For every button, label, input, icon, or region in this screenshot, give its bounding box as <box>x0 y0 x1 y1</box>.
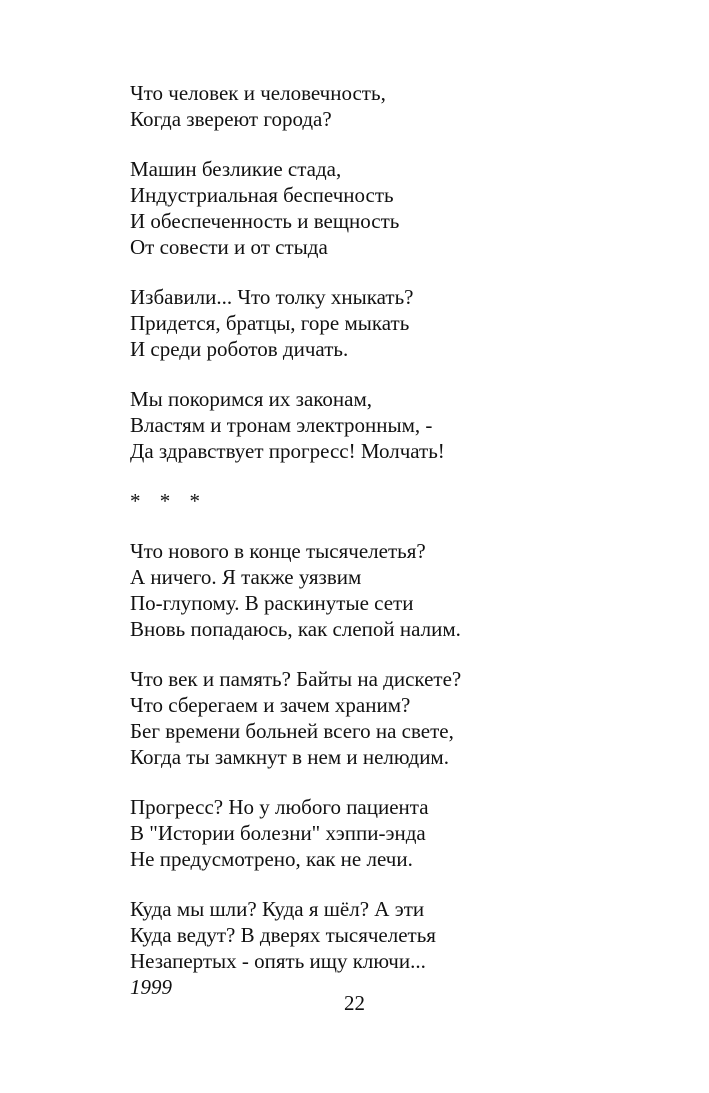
poem-line: Что сберегаем и зачем храним? <box>130 693 411 717</box>
poem-line: И среди роботов дичать. <box>130 337 349 361</box>
poem-line: Что человек и человечность, <box>130 81 386 105</box>
poem-1-stanza-2 <box>130 156 650 260</box>
poem-line: И обеспеченность и вещность <box>130 209 400 233</box>
poem-line: Незапертых - опять ищу ключи... <box>130 949 426 973</box>
poem-page <box>130 80 650 1000</box>
poem-2-stanza-2 <box>130 666 650 770</box>
poem-line: Что нового в конце тысячелетья? <box>130 539 426 563</box>
poem-line: Властям и тронам электронным, - <box>130 413 433 437</box>
poem-date: 1999 <box>130 975 172 999</box>
poem-line: А ничего. Я также уязвим <box>130 565 362 589</box>
poem-line: Да здравствует прогресс! Молчать! <box>130 439 445 463</box>
poem-line: По-глупому. В раскинутые сети <box>130 591 414 615</box>
poem-line: Машин безликие стада, <box>130 157 342 181</box>
poem-1-stanza-3 <box>130 284 650 362</box>
poem-line: Вновь попадаюсь, как слепой налим. <box>130 617 461 641</box>
poem-line: Придется, братцы, горе мыкать <box>130 311 410 335</box>
poem-1-stanza-4 <box>130 386 650 464</box>
poem-line: Куда ведут? В дверях тысячелетья <box>130 923 436 947</box>
page-number: 22 <box>344 991 365 1015</box>
poem-1-stanza-1 <box>130 80 650 132</box>
poem-line: Что век и память? Байты на дискете? <box>130 667 462 691</box>
poem-line: Мы покоримся их законам, <box>130 387 373 411</box>
poem-line: От совести и от стыда <box>130 235 328 259</box>
poem-line: Не предусмотрено, как не лечи. <box>130 847 413 871</box>
poem-line: Куда мы шли? Куда я шёл? А эти <box>130 897 425 921</box>
poem-line: Когда звереют города? <box>130 107 332 131</box>
poem-line: Индустриальная беспечность <box>130 183 394 207</box>
poem-line: Когда ты замкнут в нем и нелюдим. <box>130 745 449 769</box>
section-separator: * * * <box>130 489 202 513</box>
poem-2-stanza-3 <box>130 794 650 872</box>
poem-line: Прогресс? Но у любого пациента <box>130 795 429 819</box>
poem-2-stanza-4 <box>130 896 650 974</box>
poem-2-stanza-1 <box>130 538 650 642</box>
poem-line: В "Истории болезни" хэппи-энда <box>130 821 426 845</box>
poem-line: Избавили... Что толку хныкать? <box>130 285 414 309</box>
poem-line: Бег времени больней всего на свете, <box>130 719 454 743</box>
